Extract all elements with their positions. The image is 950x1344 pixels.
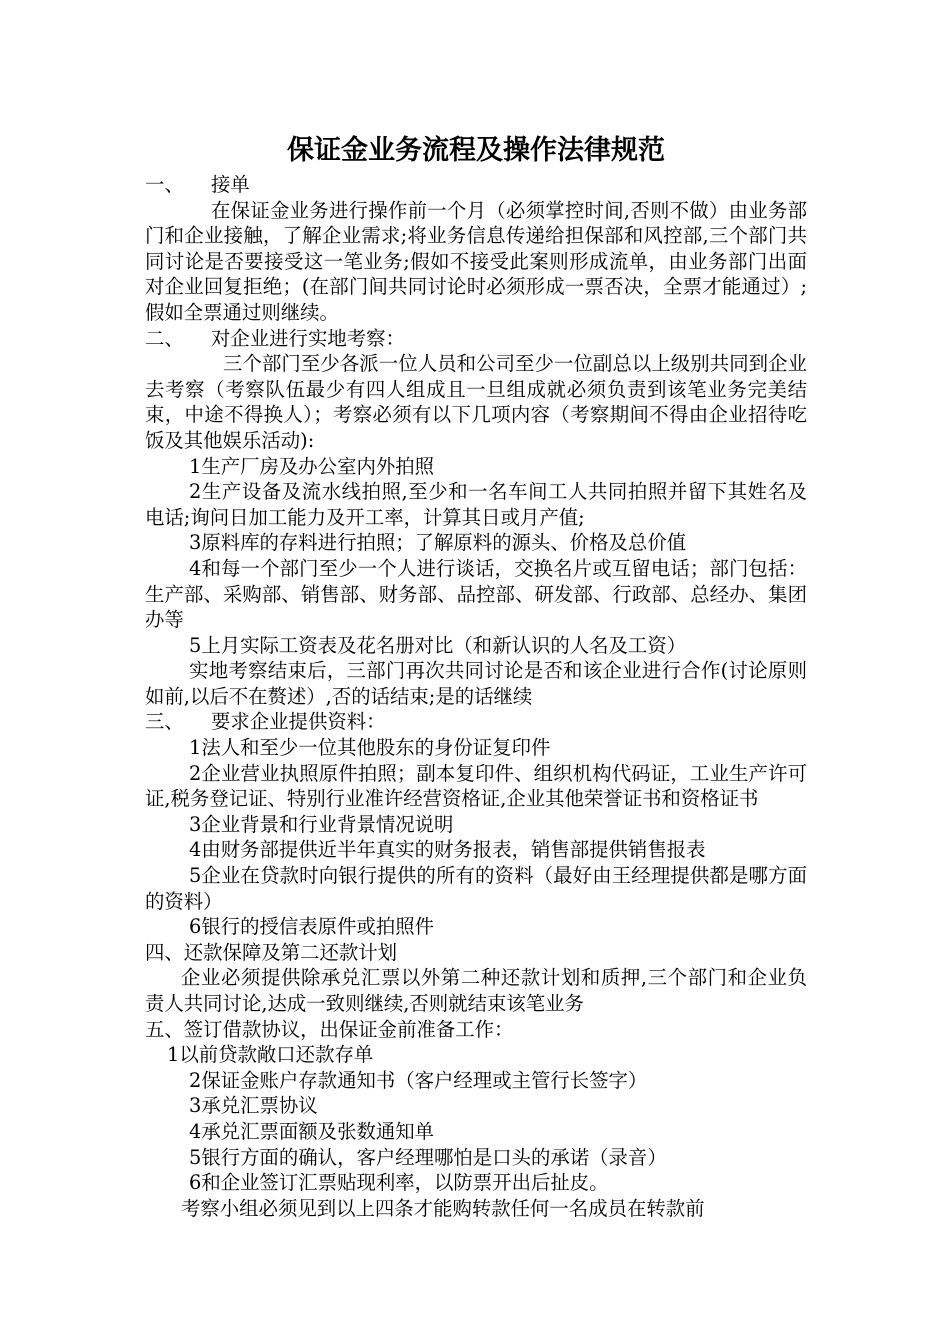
section-number: 二、	[145, 326, 184, 350]
section-heading-1	[145, 172, 807, 198]
section-title: 要求企业提供资料：	[211, 710, 386, 734]
list-item: 4和每一个部门至少一个人进行谈话，交换名片或互留电话；部门包括：生产部、采购部、销售部、财务部、品控部、研发部、行政部、总经办、集团办等	[145, 556, 807, 632]
list-item: 1生产厂房及办公室内外拍照	[189, 454, 435, 478]
section-number: 一、	[145, 173, 184, 196]
list-item: 4由财务部提供近半年真实的财务报表，销售部提供销售报表	[189, 838, 706, 862]
section-2-conclusion: 实地考察结束后，三部门再次共同讨论是否和该企业进行合作(讨论原则如前,以后不在赘述）,否的话结束;是的话继续	[145, 659, 807, 708]
section-number: 三、	[145, 710, 184, 734]
list-item: 6和企业签订汇票贴现利率，以防票开出后扯皮。	[189, 1171, 609, 1195]
section-heading-3	[145, 709, 807, 735]
list-item: 3承兑汇票协议	[189, 1094, 318, 1118]
list-item: 2企业营业执照原件拍照；副本复印件、组织机构代码证，工业生产许可证,税务登记证、特别行业准许经营资格证,企业其他荣誉证书和资格证书	[145, 761, 807, 811]
list-item: 1法人和至少一位其他股东的身份证复印件	[189, 736, 551, 760]
section-heading-5: 五、签订借款协议，出保证金前准备工作：	[145, 1017, 514, 1041]
document-page	[145, 130, 807, 1221]
section-2-intro: 三个部门至少各派一位人员和公司至少一位副总以上级别共同到企业去考察（考察队伍最少有四人组成且一旦组成就必须负责到该笔业务完美结束，中途不得换人）；考察必须有以下几项内容（考察期间不得由企业招待吃饭及其他娱乐活动):	[145, 352, 807, 452]
list-item: 5企业在贷款时向银行提供的所有的资料（最好由王经理提供都是哪方面的资料）	[145, 864, 807, 913]
section-5-conclusion: 考察小组必须见到以上四条才能购转款任何一名成员在转款前	[181, 1196, 705, 1220]
document-title: 保证金业务流程及操作法律规范	[287, 135, 665, 166]
list-item: 2保证金账户存款通知书（客户经理或主管行长签字）	[189, 1068, 648, 1092]
list-item: 3企业背景和行业背景情况说明	[189, 812, 454, 836]
section-1-paragraph: 在保证金业务进行操作前一个月（必须掌控时间,否则不做）由业务部门和企业接触，了解企业需求;将业务信息传递给担保部和风控部,三个部门共同讨论是否要接受这一笔业务;假如不接受此案则形成流单，由业务部门出面对企业回复拒绝；(在部门间共同讨论时必须形成一票否决，全票才能通过）;假如全票通过则继续。	[145, 198, 807, 324]
list-item: 5银行方面的确认，客户经理哪怕是口头的承诺（录音）	[189, 1145, 667, 1169]
list-item: 6银行的授信表原件或拍照件	[189, 915, 435, 939]
list-item: 1以前贷款敞口还款存单	[167, 1043, 374, 1067]
section-heading-4: 四、还款保障及第二还款计划	[145, 940, 398, 964]
section-title: 对企业进行实地考察：	[211, 326, 405, 350]
list-item: 2生产设备及流水线拍照,至少和一名车间工人共同拍照并留下其姓名及电话;询问日加工能力及开工率，计算其日或月产值;	[145, 480, 807, 529]
list-item: 4承兑汇票面额及张数通知单	[189, 1119, 435, 1143]
section-heading-2	[145, 326, 807, 352]
section-4-paragraph: 企业必须提供除承兑汇票以外第二种还款计划和质押,三个部门和企业负责人共同讨论,达成一致则继续,否则就结束该笔业务	[145, 966, 807, 1015]
section-title: 接单	[211, 173, 250, 196]
list-item: 5上月实际工资表及花名册对比（和新认识的人名及工资）	[189, 633, 687, 657]
list-item: 3原料库的存料进行拍照；了解原料的源头、价格及总价值	[189, 531, 687, 555]
